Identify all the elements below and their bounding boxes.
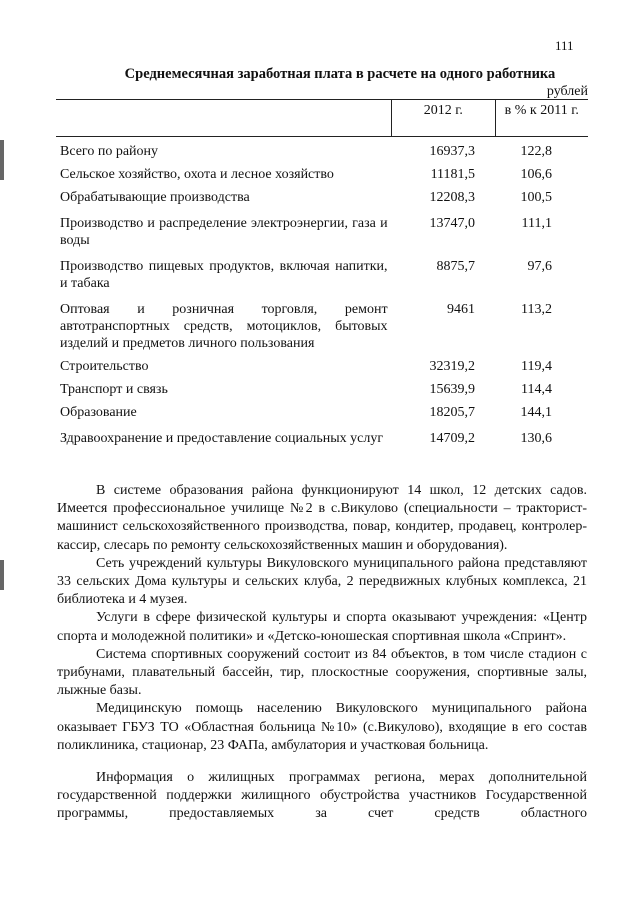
row-value-pct: 144,1 [520, 405, 552, 420]
page-number: 111 [555, 38, 574, 53]
header-label [56, 100, 392, 137]
body-text [57, 482, 587, 824]
wage-table [56, 99, 588, 450]
row-label: Строительство [60, 359, 149, 374]
table-units: рублей [546, 84, 588, 99]
table-row [56, 355, 588, 378]
row-label: Сельское хозяйство, охота и лесное хозяйство [60, 167, 334, 182]
row-value-pct: 119,4 [521, 359, 552, 374]
header-pct: в % к 2011 г. [495, 100, 588, 137]
row-value-2012: 15639,9 [429, 382, 476, 397]
row-value-pct: 111,1 [521, 216, 552, 231]
scan-edge-mark [0, 560, 4, 590]
row-label: Образование [60, 405, 137, 420]
row-value-2012: 14709,2 [429, 431, 476, 446]
row-value-pct: 130,6 [520, 431, 552, 446]
table-row [56, 295, 588, 355]
paragraph-housing: Информация о жилищных программах региона, мерах дополнительной государственной поддержки жилищного обустройства участников Государственной программы, предоставляемых за счет средств областного [57, 770, 587, 822]
scan-edge-mark [0, 140, 4, 180]
table-row [56, 424, 588, 450]
paragraph-education: В системе образования района функционируют 14 школ, 12 детских садов. Имеется профессиональное училище №2 в с.Викулово (специальности – тракторист-машинист сельскохозяйственного производства, повар, кондитер, продавец, контролер-кассир, слесарь по ремонту сельскохозяйственных машин и оборудования). [57, 483, 587, 553]
paragraph-sport-services: Услуги в сфере физической культуры и спорта оказывают учреждения: «Центр спорта и молодежной политики» и «Детско-юношеская спортивная школа «Спринт». [57, 610, 587, 644]
table-row [56, 401, 588, 424]
row-value-2012: 32319,2 [429, 359, 476, 374]
table-title: Среднемесячная заработная плата в расчете на одного работника [124, 66, 556, 82]
row-label: Производство и распределение электроэнергии, газа и воды [60, 216, 388, 248]
table-row [56, 378, 588, 401]
row-label: Оптовая и розничная торговля, ремонт автотранспортных средств, мотоциклов, бытовых изделий и предметов личного пользования [60, 302, 388, 351]
row-value-pct: 100,5 [520, 190, 552, 205]
row-label: Всего по району [60, 144, 159, 159]
row-value-2012: 12208,3 [429, 190, 476, 205]
row-label: Транспорт и связь [60, 382, 168, 397]
row-value-2012: 13747,0 [429, 216, 476, 231]
row-value-pct: 106,6 [520, 167, 552, 182]
row-label: Обрабатывающие производства [60, 190, 250, 205]
row-value-pct: 97,6 [527, 259, 552, 274]
paragraph-medical: Медицинскую помощь населению Викуловского муниципального района оказывает ГБУЗ ТО «Областная больница №10» (с.Викулово), входящие в его состав поликлиника, стационар, 23 ФАПа, амбулатория и участковая больница. [57, 701, 587, 753]
row-label: Здравоохранение и предоставление социальных услуг [60, 431, 384, 446]
row-value-pct: 122,8 [520, 144, 552, 159]
row-value-pct: 114,4 [521, 382, 552, 397]
row-value-pct: 113,2 [521, 302, 552, 317]
row-value-2012: 16937,3 [429, 144, 476, 159]
paragraph-culture: Сеть учреждений культуры Викуловского муниципального района представляют 33 сельских Дома культуры и сельских клуба, 2 передвижных клубных комплекса, 21 библиотека и 4 музея. [57, 555, 587, 608]
table-row [56, 252, 588, 295]
row-value-2012: 18205,7 [429, 405, 476, 420]
row-value-2012: 8875,7 [436, 259, 476, 274]
row-value-2012: 9461 [447, 302, 476, 317]
table-row [56, 209, 588, 252]
table-row [56, 163, 588, 186]
table-header-row [56, 100, 588, 137]
header-year: 2012 г. [392, 100, 495, 137]
paragraph-sport-facilities: Система спортивных сооружений состоит из 84 объектов, в том числе стадион с трибунами, плавательный бассейн, тир, плоскостные сооружения, спортивные залы, лыжные базы. [57, 646, 587, 699]
table-row [56, 186, 588, 209]
row-label: Производство пищевых продуктов, включая напитки, и табака [60, 259, 388, 291]
row-value-2012: 11181,5 [430, 167, 476, 182]
table-row [56, 137, 588, 164]
